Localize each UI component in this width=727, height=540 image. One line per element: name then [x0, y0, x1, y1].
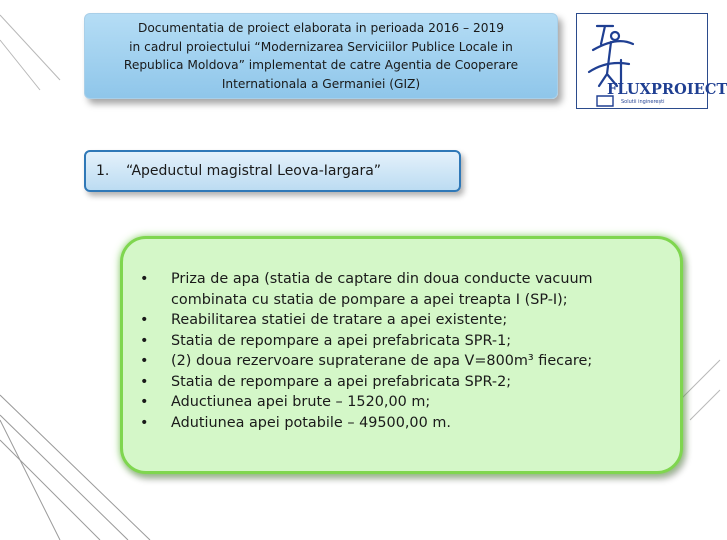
list-item [140, 331, 660, 352]
section-number: 1. [96, 163, 110, 179]
bullet-icon: • [140, 414, 149, 431]
list-item [140, 392, 660, 413]
list-item-text: Statia de repompare a apei prefabricata SPR-1; [171, 332, 512, 349]
bullet-list [140, 269, 660, 433]
header-text: Documentatia de proiect elaborata in perioada 2016 – 2019 in cadrul proiectului “Modernizarea Serviciilor Publice Locale in Republica Moldova” implementat de catre Agentia de Cooperare Internationala a Germaniei (GIZ) [123, 21, 519, 91]
bullet-icon: • [140, 353, 149, 369]
list-item [140, 310, 660, 331]
company-logo [576, 13, 727, 109]
bullet-icon: • [140, 394, 149, 410]
section-title-box [84, 150, 461, 192]
list-item [140, 269, 660, 310]
list-item [140, 372, 660, 393]
bullet-icon: • [140, 373, 149, 390]
header-banner [84, 13, 558, 99]
logo-name: FLUXPROIECT [607, 81, 727, 98]
content-panel [120, 236, 683, 474]
logo-tagline: Solutii inginerești [621, 99, 665, 105]
bullet-icon: • [140, 332, 149, 349]
list-item-text: (2) doua rezervoare supraterane de apa V=800m³ fiecare; [171, 353, 593, 369]
list-item-text: Statia de repompare a apei prefabricata SPR-2; [171, 373, 512, 390]
list-item-text: Priza de apa (statia de captare din doua conducte vacuum combinata cu statia de pompare a apei treapta I (SP-I); [171, 271, 593, 308]
bullet-icon: • [140, 271, 149, 287]
list-item-text: Aductiunea apei brute – 1520,00 m; [171, 394, 431, 410]
list-item-text: Reabilitarea statiei de tratare a apei existente; [171, 312, 508, 328]
bullet-icon: • [140, 312, 149, 328]
list-item [140, 413, 660, 434]
section-title: “Apeductul magistral Leova-Iargara” [126, 163, 382, 179]
list-item [140, 351, 660, 372]
list-item-text: Adutiunea apei potabile – 49500,00 m. [171, 414, 451, 431]
